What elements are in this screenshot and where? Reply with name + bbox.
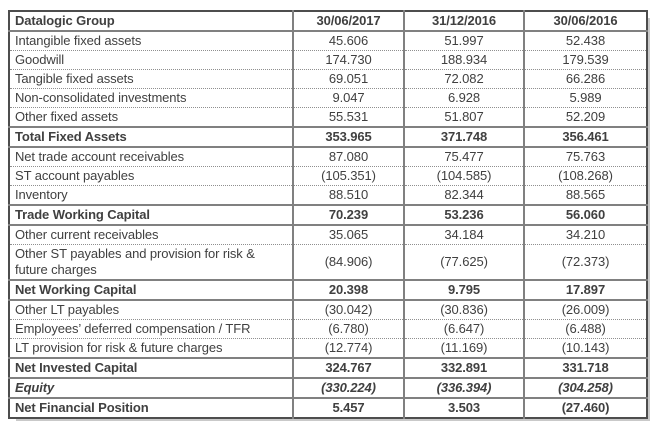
cell-value: (330.224) (293, 378, 404, 398)
row-label: ST account payables (9, 167, 293, 186)
cell-value: 188.934 (404, 51, 524, 70)
table-row-total-fixed-assets (9, 127, 647, 147)
cell-value: 87.080 (293, 147, 404, 167)
cell-value: 353.965 (293, 127, 404, 147)
cell-value: 6.928 (404, 89, 524, 108)
cell-value: (6.647) (404, 320, 524, 339)
table-row-net-invested-capital (9, 358, 647, 378)
cell-value: 34.210 (524, 225, 647, 245)
cell-value: 75.477 (404, 147, 524, 167)
table-row (9, 225, 647, 245)
table-corner-label: Datalogic Group (9, 11, 293, 31)
table-row-net-financial-position (9, 398, 647, 418)
cell-value: 331.718 (524, 358, 647, 378)
row-label: Employees’ deferred compensation / TFR (9, 320, 293, 339)
cell-value: 356.461 (524, 127, 647, 147)
table-row (9, 51, 647, 70)
cell-value: (304.258) (524, 378, 647, 398)
cell-value: 45.606 (293, 31, 404, 51)
row-label: Tangible fixed assets (9, 70, 293, 89)
cell-value: 52.209 (524, 108, 647, 128)
cell-value: 174.730 (293, 51, 404, 70)
row-label: Other LT payables (9, 300, 293, 320)
table-row (9, 70, 647, 89)
financial-table-container (8, 10, 648, 419)
row-label: Equity (9, 378, 293, 398)
cell-value: 5.457 (293, 398, 404, 418)
row-label: Intangible fixed assets (15, 33, 142, 48)
table-row (9, 108, 647, 128)
row-label: Other current receivables (9, 225, 293, 245)
cell-value: 66.286 (524, 70, 647, 89)
cell-value: 53.236 (404, 205, 524, 225)
table-row (9, 245, 647, 281)
table-row (9, 300, 647, 320)
cell-value: 51.807 (404, 108, 524, 128)
cell-value: 69.051 (293, 70, 404, 89)
table-row (9, 339, 647, 359)
cell-value: (104.585) (404, 167, 524, 186)
cell-value: 72.082 (404, 70, 524, 89)
cell-value: 70.239 (293, 205, 404, 225)
cell-value: 9.795 (404, 280, 524, 300)
row-label: Other fixed assets (9, 108, 293, 128)
cell-value: (108.268) (524, 167, 647, 186)
cell-value: 3.503 (404, 398, 524, 418)
cell-value: (84.906) (293, 245, 404, 281)
cell-value: (72.373) (524, 245, 647, 281)
cell-value: (77.625) (404, 245, 524, 281)
cell-value: (27.460) (524, 398, 647, 418)
table-row (9, 320, 647, 339)
cell-value: 52.438 (524, 31, 647, 51)
table-row-net-working-capital (9, 280, 647, 300)
cell-value: 55.531 (293, 108, 404, 128)
row-label: Net Financial Position (9, 398, 293, 418)
row-label: Net Invested Capital (9, 358, 293, 378)
cell-value: 51.997 (404, 31, 524, 51)
cell-value: 179.539 (524, 51, 647, 70)
cell-value: 9.047 (293, 89, 404, 108)
cell-value: 88.565 (524, 186, 647, 206)
cell-value: (105.351) (293, 167, 404, 186)
table-row (9, 147, 647, 167)
cell-value: (12.774) (293, 339, 404, 359)
row-label: Total Fixed Assets (9, 127, 293, 147)
row-label: Net trade account receivables (9, 147, 293, 167)
column-header-date: 30/06/2017 (293, 11, 404, 31)
cell-value: 5.989 (524, 89, 647, 108)
column-header-date: 30/06/2016 (524, 11, 647, 31)
cell-value: 82.344 (404, 186, 524, 206)
cell-value: (11.169) (404, 339, 524, 359)
cell-value: 20.398 (293, 280, 404, 300)
cell-value: (30.042) (293, 300, 404, 320)
cell-value: (336.394) (404, 378, 524, 398)
cell-value: 371.748 (404, 127, 524, 147)
cell-value: 56.060 (524, 205, 647, 225)
row-label: Other ST payables and provision for risk & future charges (9, 245, 293, 281)
row-label: Inventory (9, 186, 293, 206)
cell-value: (10.143) (524, 339, 647, 359)
cell-value: 35.065 (293, 225, 404, 245)
cell-value: 17.897 (524, 280, 647, 300)
table-row-equity (9, 378, 647, 398)
financial-table (8, 10, 648, 419)
table-header-row (9, 11, 647, 31)
cell-value: 75.763 (524, 147, 647, 167)
table-row (9, 167, 647, 186)
row-label: LT provision for risk & future charges (9, 339, 293, 359)
cell-value: (26.009) (524, 300, 647, 320)
cell-value: 34.184 (404, 225, 524, 245)
cell-value: (30.836) (404, 300, 524, 320)
cell-value: 332.891 (404, 358, 524, 378)
cell-value: (6.780) (293, 320, 404, 339)
table-row (9, 31, 647, 51)
cell-value: 324.767 (293, 358, 404, 378)
table-row (9, 186, 647, 206)
table-row (9, 89, 647, 108)
row-label: Net Working Capital (9, 280, 293, 300)
row-label: Non-consolidated investments (9, 89, 293, 108)
table-row-trade-working-capital (9, 205, 647, 225)
row-label: Goodwill (9, 51, 293, 70)
column-header-date: 31/12/2016 (404, 11, 524, 31)
cell-value: (6.488) (524, 320, 647, 339)
row-label: Trade Working Capital (9, 205, 293, 225)
cell-value: 88.510 (293, 186, 404, 206)
